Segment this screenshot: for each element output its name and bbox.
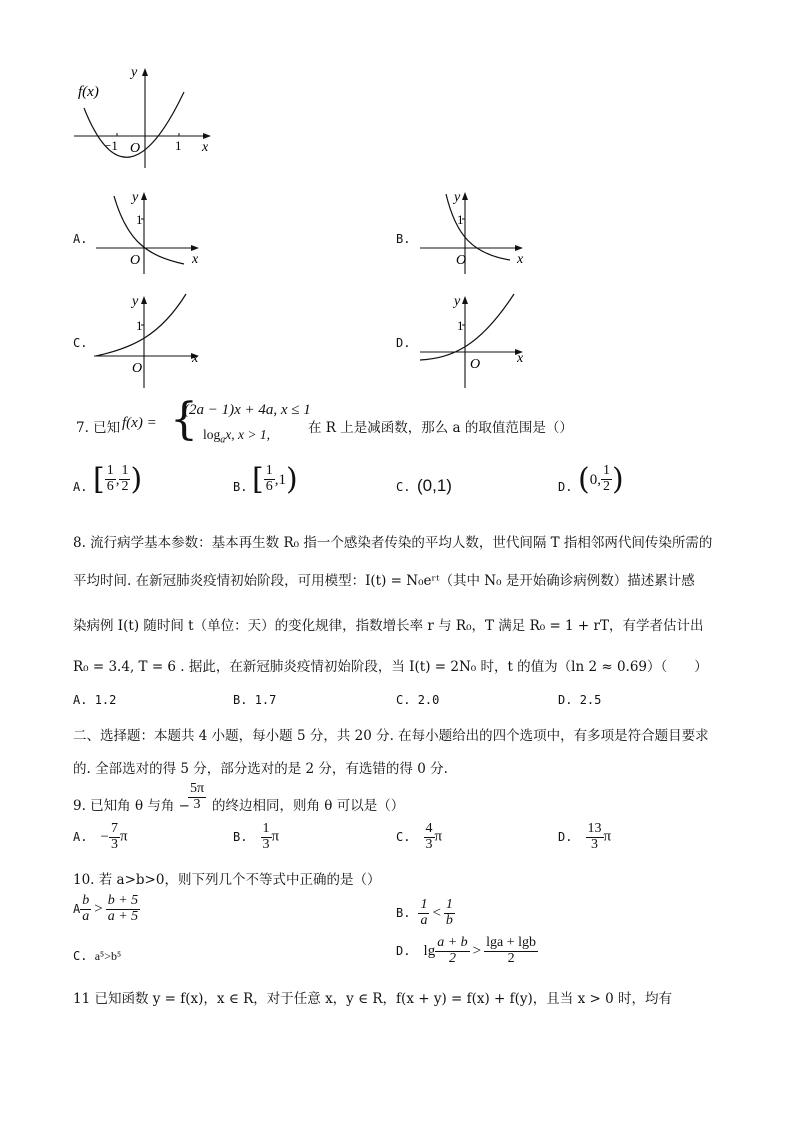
tick-1: 1 bbox=[457, 212, 464, 227]
numerator: 7 bbox=[111, 821, 119, 836]
q8-option-d[interactable] bbox=[558, 693, 601, 707]
prefix: 0, bbox=[589, 472, 601, 488]
pi: π bbox=[271, 828, 280, 845]
numerator: 1 bbox=[602, 463, 610, 479]
option-value: 2.5 bbox=[579, 693, 602, 707]
fraction bbox=[484, 936, 538, 966]
sign: − bbox=[100, 828, 110, 845]
option-value: 1.2 bbox=[94, 693, 117, 707]
lg: lg bbox=[423, 942, 436, 959]
numerator: 13 bbox=[587, 821, 602, 836]
fraction bbox=[424, 822, 435, 852]
q7-case2-sub: a bbox=[220, 434, 226, 446]
q7-option-b-label[interactable]: B. bbox=[233, 480, 248, 494]
fx-graph bbox=[68, 62, 218, 172]
fraction bbox=[80, 894, 91, 924]
q7-brace: { bbox=[170, 394, 198, 445]
q9-option-d[interactable] bbox=[558, 822, 611, 852]
bracket-right: ) bbox=[285, 462, 298, 497]
fraction bbox=[435, 936, 469, 966]
numerator: 5π bbox=[190, 781, 205, 796]
option-label: B. bbox=[396, 906, 411, 921]
numerator: lga + lgb bbox=[486, 935, 537, 950]
option-b-graph[interactable] bbox=[418, 186, 533, 276]
y-axis-label: y bbox=[131, 65, 138, 80]
fraction bbox=[444, 898, 455, 928]
bracket-right: ) bbox=[611, 462, 624, 497]
q7-case2 bbox=[203, 427, 270, 446]
fraction bbox=[418, 898, 429, 928]
tick-1: 1 bbox=[136, 318, 143, 333]
numerator: b + 5 bbox=[107, 893, 139, 908]
fraction bbox=[261, 822, 272, 852]
denominator: 3 bbox=[111, 836, 119, 852]
q8-option-b[interactable] bbox=[233, 693, 276, 707]
x-axis-label: x bbox=[517, 351, 524, 366]
q10-stem: 10. 若 a>b>0，则下列几个不等式中正确的是（） bbox=[73, 872, 381, 888]
q9-option-b[interactable] bbox=[233, 822, 279, 852]
q11-line1: 11 已知函数 y = f(x)，x ∈ R，对于任意 x，y ∈ R，f(x + y) = f(x) + f(y)，且当 x > 0 时，均有 bbox=[73, 991, 672, 1007]
option-label: C. bbox=[396, 693, 411, 707]
q8-line4: R₀ = 3.4, T = 6 . 据此，在新冠肺炎疫情初始阶段，当 I(t) = 2N₀ 时，t 的值为（ln 2 ≈ 0.69）（ ） bbox=[73, 659, 708, 675]
denominator: 3 bbox=[262, 836, 270, 852]
q9-option-c[interactable] bbox=[396, 822, 442, 852]
option-label: D. bbox=[396, 944, 411, 959]
q7-case2-rest: x, x > 1, bbox=[225, 427, 270, 442]
bracket-left: ( bbox=[578, 462, 590, 497]
option-label: A. bbox=[73, 830, 88, 845]
numerator: 1 bbox=[445, 897, 453, 912]
pi: π bbox=[434, 828, 443, 845]
q7-option-a[interactable] bbox=[93, 462, 142, 497]
q10-option-c[interactable] bbox=[73, 949, 121, 964]
q7-option-b[interactable] bbox=[252, 462, 298, 497]
q7-option-c-label[interactable]: C. bbox=[396, 480, 411, 494]
fraction bbox=[264, 464, 275, 494]
y-axis-label: y bbox=[454, 190, 461, 205]
option-label: B. bbox=[233, 830, 248, 845]
q7-option-c[interactable]: (0,1) bbox=[417, 476, 452, 495]
q7-case2-log: log bbox=[203, 427, 221, 442]
tick-1: 1 bbox=[175, 138, 182, 153]
fraction bbox=[105, 464, 116, 494]
option-label: C. bbox=[73, 949, 88, 963]
numerator: 1 bbox=[106, 463, 114, 479]
fraction bbox=[119, 464, 130, 494]
separator: , bbox=[115, 472, 120, 488]
numerator: 1 bbox=[262, 821, 270, 836]
denominator: 2 bbox=[602, 479, 610, 494]
bracket-left: [ bbox=[252, 462, 264, 497]
bracket-left: [ bbox=[93, 462, 105, 497]
option-d-label[interactable]: D. bbox=[396, 336, 411, 350]
operator: < bbox=[432, 904, 441, 921]
operator: > bbox=[94, 900, 103, 917]
section2-line1: 二、选择题：本题共 4 小题，每小题 5 分，共 20 分. 在每小题给出的四个选项中，有多项是符合题目要求 bbox=[73, 728, 709, 744]
denominator: 3 bbox=[193, 796, 201, 812]
origin-label: O bbox=[470, 357, 481, 372]
denominator: 6 bbox=[106, 479, 114, 494]
tick-1: 1 bbox=[136, 212, 143, 227]
q7-fx: f(x) = bbox=[122, 415, 157, 431]
fraction bbox=[586, 822, 604, 852]
denominator: 3 bbox=[591, 836, 599, 852]
option-d-graph[interactable] bbox=[418, 290, 533, 390]
x-axis-label: x bbox=[517, 252, 524, 267]
q7-suffix: 在 R 上是减函数，那么 a 的取值范围是（） bbox=[308, 420, 573, 436]
q10-option-d[interactable] bbox=[396, 936, 538, 966]
numerator: 4 bbox=[425, 821, 433, 836]
bracket-right: ) bbox=[130, 462, 143, 497]
y-axis-label: y bbox=[132, 294, 139, 309]
denominator: 2 bbox=[448, 950, 456, 966]
x-axis-label: x bbox=[192, 252, 199, 267]
separator: ,1 bbox=[274, 472, 286, 488]
denominator: a + 5 bbox=[107, 908, 139, 924]
option-value: 1.7 bbox=[254, 693, 277, 707]
q7-option-d-label[interactable]: D. bbox=[558, 480, 573, 494]
origin-label: O bbox=[132, 361, 143, 376]
q10-option-b[interactable] bbox=[396, 898, 455, 928]
denominator: 2 bbox=[507, 950, 515, 966]
q9-option-a[interactable] bbox=[73, 822, 128, 852]
operator: > bbox=[472, 942, 482, 959]
denominator: b bbox=[445, 912, 453, 928]
q8-line1: 8. 流行病学基本参数：基本再生数 R₀ 指一个感染者传染的平均人数，世代间隔 T 指相邻两代间传染所需的 bbox=[73, 535, 713, 551]
q9-fraction bbox=[188, 782, 206, 812]
fx-label: f(x) bbox=[78, 84, 99, 100]
q8-line2: 平均时间. 在新冠肺炎疫情初始阶段，可用模型：I(t) = N₀eʳᵗ（其中 N₀ 是开始确诊病例数）描述累计感 bbox=[73, 573, 695, 589]
q8-option-a[interactable] bbox=[73, 693, 116, 707]
option-label: D. bbox=[558, 830, 573, 845]
fraction bbox=[601, 464, 612, 494]
option-label: A bbox=[73, 902, 81, 917]
q8-option-c[interactable] bbox=[396, 693, 439, 707]
origin-label: O bbox=[456, 253, 467, 268]
option-label: D. bbox=[558, 693, 573, 707]
q8-line3: 染病例 I(t) 随时间 t（单位：天）的变化规律，指数增长率 r 与 R₀，T 满足 R₀ = 1 + rT，有学者估计出 bbox=[73, 618, 704, 634]
q7-option-a-label[interactable]: A. bbox=[73, 480, 88, 494]
denominator: 6 bbox=[265, 479, 273, 494]
numerator: 1 bbox=[121, 463, 129, 479]
q9-suffix: 的终边相同，则角 θ 可以是（） bbox=[212, 798, 405, 814]
denominator: 3 bbox=[425, 836, 433, 852]
option-c-graph[interactable] bbox=[92, 290, 207, 390]
q7-case1: (2a − 1)x + 4a, x ≤ 1 bbox=[184, 402, 311, 418]
origin-label: O bbox=[130, 253, 141, 268]
option-b-label[interactable]: B. bbox=[396, 232, 411, 246]
denominator: a bbox=[420, 912, 428, 928]
option-a-graph[interactable] bbox=[92, 186, 207, 276]
option-label: C. bbox=[396, 830, 411, 845]
numerator: b bbox=[82, 893, 90, 908]
section2-line2: 的. 全部选对的得 5 分，部分选对的是 2 分，有选错的得 0 分. bbox=[73, 761, 448, 777]
origin-label: O bbox=[130, 141, 141, 156]
y-axis-label: y bbox=[132, 190, 139, 205]
pi: π bbox=[603, 828, 612, 845]
denominator: 2 bbox=[121, 479, 129, 494]
option-c-label[interactable]: C. bbox=[73, 336, 88, 350]
q10-option-a[interactable] bbox=[73, 894, 140, 924]
option-a-label[interactable]: A. bbox=[73, 232, 88, 246]
numerator: 1 bbox=[420, 897, 428, 912]
option-value: 2.0 bbox=[417, 693, 440, 707]
denominator: a bbox=[82, 908, 90, 924]
pi: π bbox=[120, 828, 128, 845]
option-value: a⁵>b⁵ bbox=[94, 949, 122, 963]
tick-neg1: −1 bbox=[104, 138, 118, 153]
numerator: 1 bbox=[265, 463, 273, 479]
option-label: B. bbox=[233, 693, 248, 707]
fraction bbox=[109, 822, 120, 852]
tick-1: 1 bbox=[457, 318, 464, 333]
q9-prefix: 9. 已知角 θ 与角 − bbox=[73, 798, 190, 814]
y-axis-label: y bbox=[454, 294, 461, 309]
option-label: A. bbox=[73, 693, 88, 707]
x-axis-label: x bbox=[202, 140, 209, 155]
q7-prefix: 7. 已知 bbox=[76, 420, 121, 436]
numerator: a + b bbox=[437, 935, 468, 950]
fraction bbox=[106, 894, 140, 924]
x-axis-label: x bbox=[192, 351, 199, 366]
q7-option-d[interactable] bbox=[578, 462, 624, 497]
